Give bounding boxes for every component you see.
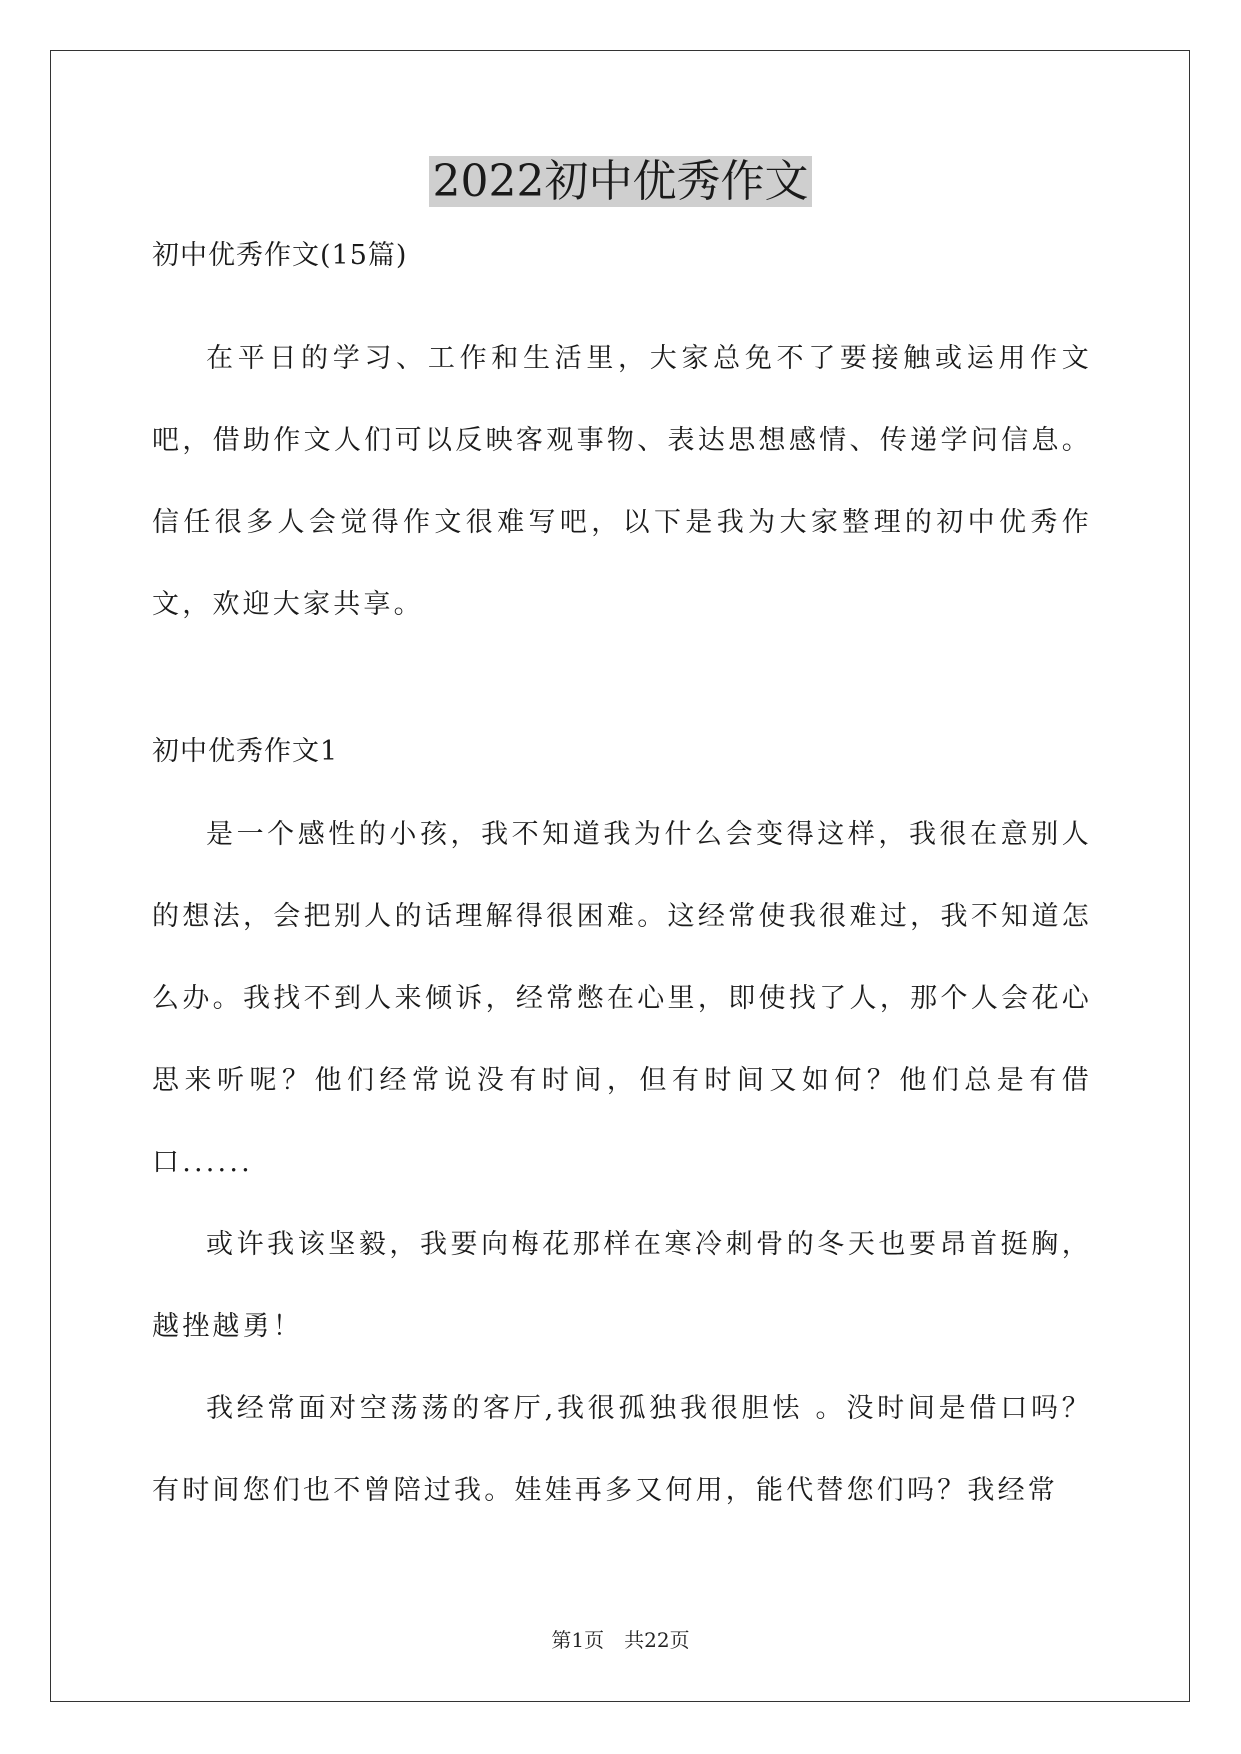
section-heading: 初中优秀作文1 (152, 736, 339, 767)
body-paragraph-2: 或许我该坚毅，我要向梅花那样在寒冷刺骨的冬天也要昂首挺胸，越挫越勇！ (152, 1229, 1092, 1342)
document-title: 2022初中优秀作文 (429, 156, 813, 207)
document-body (152, 236, 1092, 1532)
document-title-wrapper (0, 152, 1241, 212)
body-paragraph-3: 我经常面对空荡荡的客厅,我很孤独我很胆怯 。没时间是借口吗？有时间您们也不曾陪过我。娃娃再多又何用，能代替您们吗？我经常 (152, 1393, 1092, 1506)
page-footer (0, 1626, 1241, 1654)
body-paragraph-1: 是一个感性的小孩，我不知道我为什么会变得这样，我很在意别人的想法，会把别人的话理解得很困难。这经常使我很难过，我不知道怎么办。我找不到人来倾诉，经常憋在心里，即使找了人，那个人会花心思来听呢？他们经常说没有时间，但有时间又如何？他们总是有借口...... (152, 819, 1092, 1178)
intro-paragraph: 在平日的学习、工作和生活里，大家总免不了要接触或运用作文吧，借助作文人们可以反映客观事物、表达思想感情、传递学问信息。信任很多人会觉得作文很难写吧，以下是我为大家整理的初中优秀作文，欢迎大家共享。 (152, 343, 1092, 620)
document-subtitle: 初中优秀作文(15篇) (152, 240, 408, 271)
page-number-label: 第1页 共22页 (551, 1628, 690, 1652)
